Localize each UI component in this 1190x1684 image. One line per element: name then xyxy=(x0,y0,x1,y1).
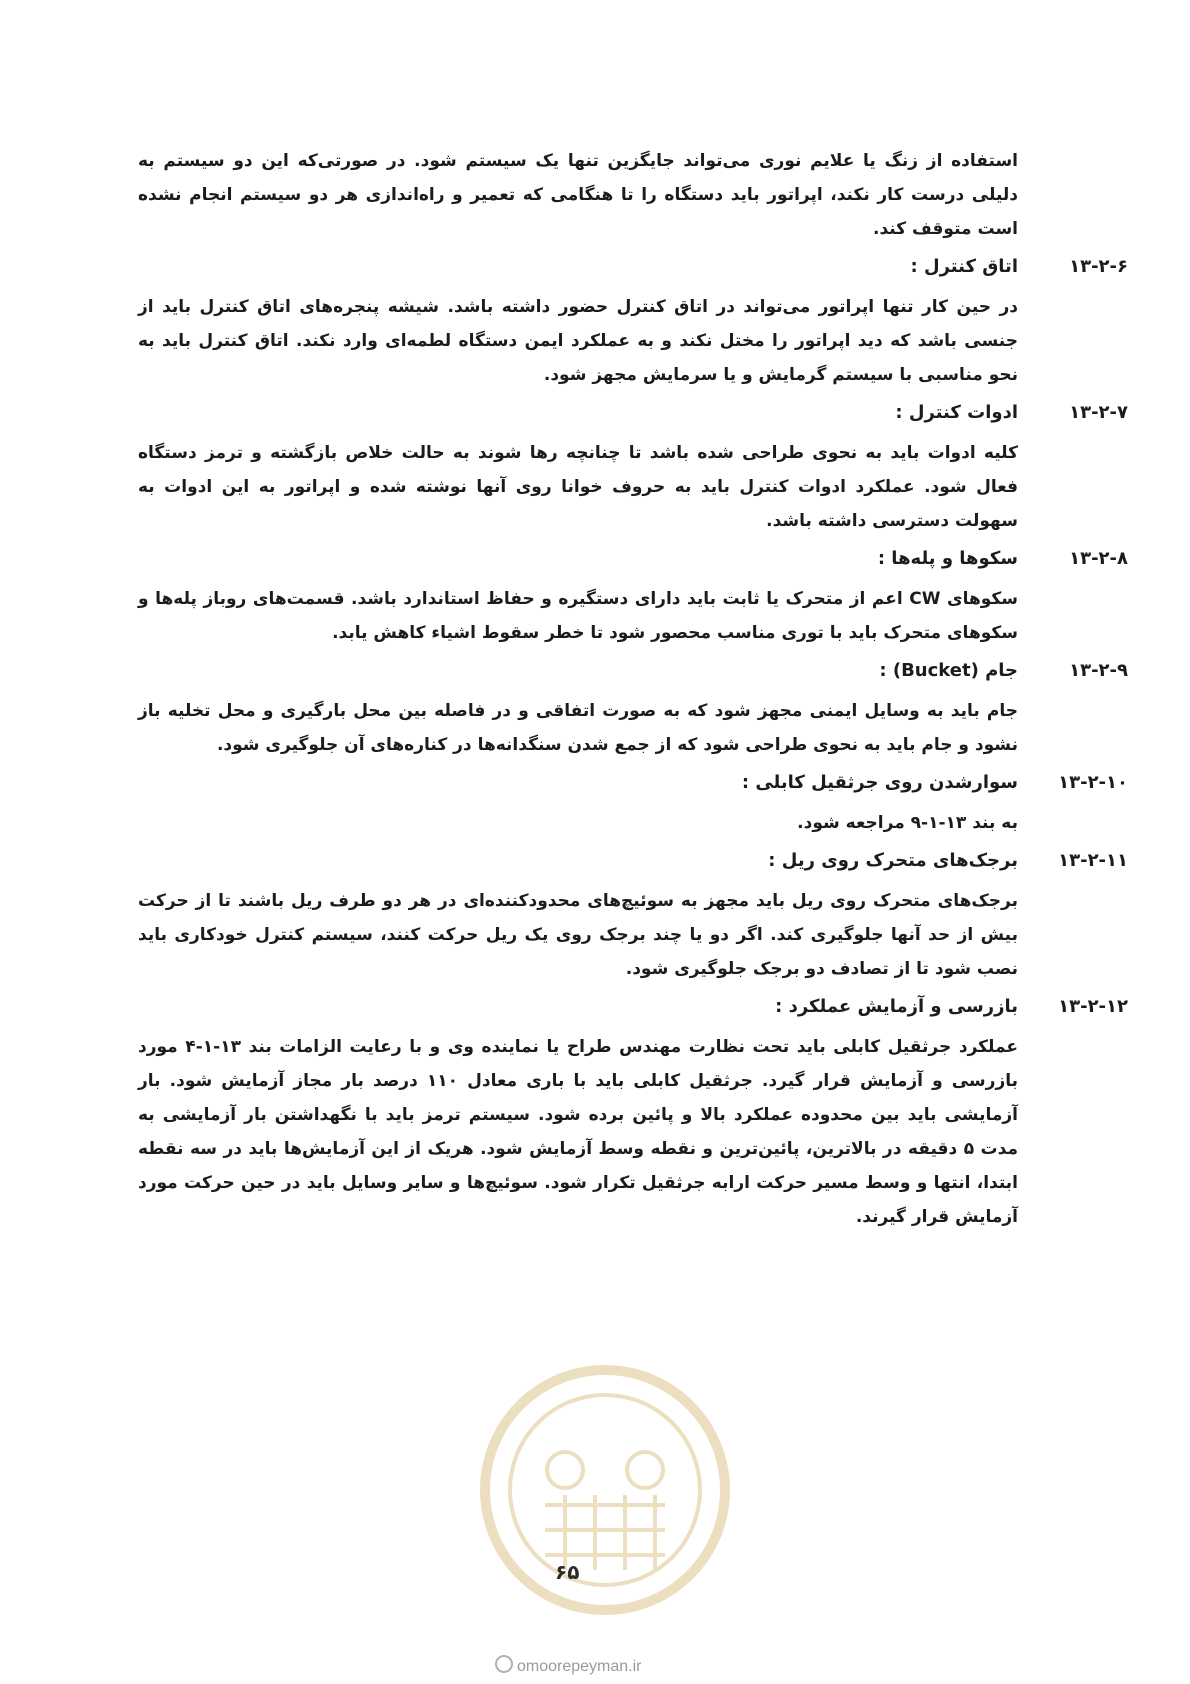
section-number: ۱۳-۲-۱۱ xyxy=(1058,850,1128,871)
section-heading-13-2-10 xyxy=(138,765,1128,801)
paragraph-riding-crane: به بند ۱۳-۱-۹ مراجعه شود. xyxy=(797,813,1018,833)
section-title: جام (Bucket) : xyxy=(879,660,1018,681)
paragraph-intro: استفاده از زنگ یا علایم نوری می‌تواند جایگزین تنها یک سیستم شود. در صورتی‌که این دو سیستم به دلیلی درست کار نکند، اپراتور باید دستگاه را تا هنگامی که تعمیر و راه‌اندازی هر دو سیستم انجام نشده است متوقف کند. xyxy=(138,151,1018,239)
section-number: ۱۳-۲-۶ xyxy=(1069,256,1128,277)
paragraph-inspection-testing: عملکرد جرثقیل کابلی باید تحت نظارت مهندس طراح یا نماینده وی و با رعایت الزامات بند ۱۳-۱-۴ مورد بازرسی و آزمایش قرار گیرد. جرثقیل کابلی باید با باری معادل ۱۱۰ درصد بار مجاز آزمایش شود. بار آزمایشی باید بین محدوده عملکرد بالا و پائین برده شود. سیستم ترمز باید با نگهداشتن بار آزمایشی به مدت ۵ دقیقه در بالاترین، پائین‌ترین و نقطه وسط آزمایش شود. هریک از این آزمایش‌ها باید در سه نقطه ابتدا، انتها و وسط مسیر حرکت ارابه جرثقیل تکرار شود. سوئیچ‌ها و سایر وسایل باید در حین حرکت مورد آزمایش قرار گیرند. xyxy=(138,1037,1018,1227)
site-watermark xyxy=(495,1655,642,1676)
section-title: ادوات کنترل : xyxy=(895,402,1018,423)
globe-icon xyxy=(495,1655,513,1673)
section-number: ۱۳-۲-۱۲ xyxy=(1058,996,1128,1017)
watermark-seal-icon xyxy=(470,1355,740,1625)
paragraph-bucket: جام باید به وسایل ایمنی مجهز شود که به صورت اتفاقی و در فاصله بین محل بارگیری و محل تخلیه باز نشود و جام باید به نحوی طراحی شود که از جمع شدن سنگدانه‌ها در کناره‌های آن جلوگیری شود. xyxy=(138,701,1018,755)
section-number: ۱۳-۲-۸ xyxy=(1069,548,1128,569)
site-url: omoorepeyman.ir xyxy=(517,1658,642,1675)
section-heading-13-2-8 xyxy=(138,541,1128,577)
section-heading-13-2-7 xyxy=(138,395,1128,431)
page-number: ۶۵ xyxy=(555,1560,580,1584)
section-heading-13-2-12 xyxy=(138,989,1128,1025)
section-title: سکوها و پله‌ها : xyxy=(877,548,1018,569)
section-title: سوارشدن روی جرثقیل کابلی : xyxy=(741,772,1018,793)
paragraph-platforms-stairs: سکوهای CW اعم از متحرک یا ثابت باید دارای دستگیره و حفاظ استاندارد باشد. قسمت‌های روباز پله‌ها و سکوهای متحرک باید با توری مناسب محصور شود تا خطر سقوط اشیاء کاهش یابد. xyxy=(138,589,1019,643)
section-title: اتاق کنترل : xyxy=(910,256,1018,277)
section-number: ۱۳-۲-۱۰ xyxy=(1058,772,1128,793)
section-number: ۱۳-۲-۷ xyxy=(1069,402,1128,423)
document-body xyxy=(138,144,1128,1234)
section-title: برجک‌های متحرک روی ریل : xyxy=(768,850,1018,871)
paragraph-rail-towers: برجک‌های متحرک روی ریل باید مجهز به سوئیچ‌های محدودکننده‌ای در هر دو طرف ریل باشند تا از حرکت بیش از حد آنها جلوگیری کند. اگر دو یا چند برجک روی یک ریل حرکت کنند، سیستم کنترل خودکاری باید نصب شود تا از تصادف دو برجک جلوگیری شود. xyxy=(138,891,1018,979)
section-heading-13-2-11 xyxy=(138,843,1128,879)
section-heading-13-2-9 xyxy=(138,653,1128,689)
paragraph-control-devices: کلیه ادوات باید به نحوی طراحی شده باشد تا چنانچه رها شوند به حالت خلاص بازگشته و ترمز دستگاه فعال شود. عملکرد ادوات کنترل باید به حروف خوانا روی آنها نوشته شده و اپراتور به این ادوات به سهولت دسترسی داشته باشد. xyxy=(138,443,1018,531)
section-heading-13-2-6 xyxy=(138,249,1128,285)
section-title: بازرسی و آزمایش عملکرد : xyxy=(775,996,1018,1017)
section-number: ۱۳-۲-۹ xyxy=(1069,660,1128,681)
paragraph-control-room: در حین کار تنها اپراتور می‌تواند در اتاق کنترل حضور داشته باشد. شیشه پنجره‌های اتاق کنترل باید از جنسی باشد که دید اپراتور را مختل نکند و به عملکرد ایمن دستگاه لطمه‌ای وارد نکند. اتاق کنترل باید به نحو مناسبی با سیستم گرمایش و یا سرمایش مجهز شود. xyxy=(138,297,1018,385)
